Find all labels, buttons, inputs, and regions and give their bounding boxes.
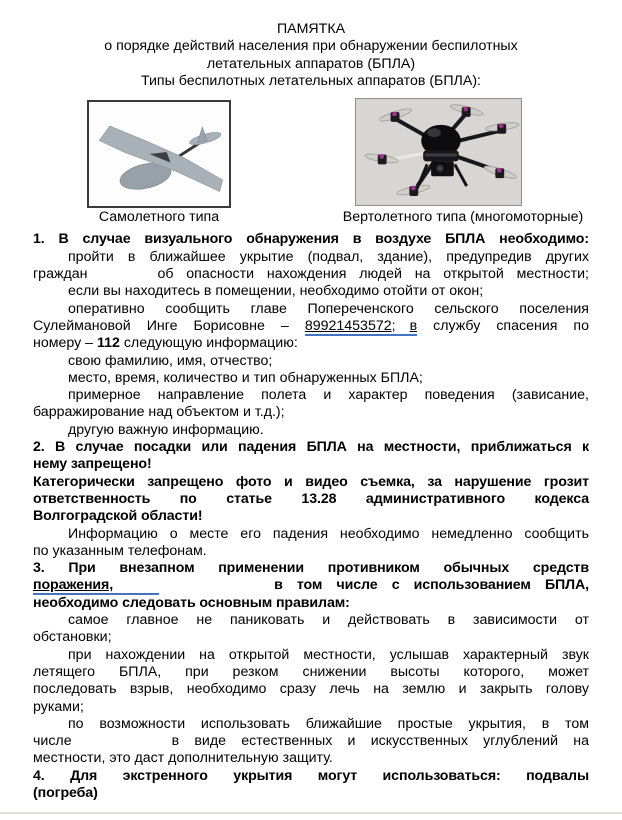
multirotor-drone-image	[355, 98, 522, 206]
para-shelter-text-2b: об опасности нахождения людей на открытой местности;	[157, 266, 589, 283]
rule-open-area-text-2: летящего БПЛА, при резком снижении высоты которого, может	[33, 663, 589, 680]
title-line-4: Типы беспилотных летательных аппаратов (БПЛА):	[140, 72, 482, 89]
rule-open-area-line-3	[33, 681, 589, 698]
para-report-text-3a: номеру –	[33, 335, 94, 352]
section-4-heading-text-1: 4. Для экстренного укрытия могут использоваться: подвалы	[33, 767, 589, 784]
title-line-3: летательных аппаратов (БПЛА)	[206, 55, 416, 72]
multirotor-drone-illustration	[356, 99, 521, 205]
para-crash-report-text-1: Информацию о месте его падения необходимо немедленно сообщить	[68, 525, 589, 542]
section-3-heading-text-3: необходимо следовать основным правилам:	[33, 594, 350, 611]
list-item-other-info	[33, 422, 589, 439]
rule-simple-shelter-text-2b: в виде естественных и искусственных углублений на	[171, 733, 589, 750]
list-item-direction-text-2: барражирование над объектом и т.д.);	[33, 404, 285, 421]
underlined-term	[33, 577, 159, 595]
para-crash-report-text-2: по указанным телефонам.	[33, 542, 207, 559]
rule-open-area-line-1	[33, 647, 589, 664]
photo-ban-text-3: Волгоградской области!	[33, 508, 203, 525]
rule-simple-shelter-text-2a: числе	[33, 733, 72, 750]
drone-type-images-row	[33, 98, 589, 209]
para-crash-report-line-2	[33, 543, 589, 560]
para-indoors-text: если вы находитесь в помещении, необходимо отойти от окон;	[68, 283, 484, 300]
title-line-2: о порядке действий населения при обнаружении беспилотных	[104, 38, 518, 55]
underlined-term-text: поражения,	[33, 577, 114, 594]
para-indoors-line	[33, 283, 589, 300]
fixed-wing-drone-illustration	[89, 102, 229, 206]
para-report-line-1	[33, 301, 589, 318]
photo-ban-line-3	[33, 508, 589, 525]
section-1-heading	[33, 231, 589, 248]
spacer	[72, 744, 172, 745]
emergency-number-112: 112	[96, 335, 120, 352]
image-captions-row	[33, 209, 589, 226]
para-shelter-text-1: пройти в ближайшее укрытие (подвал, здание), предупредив других	[68, 248, 589, 265]
section-2-heading-line-2	[33, 456, 589, 473]
para-shelter-line-2	[33, 266, 589, 283]
photo-ban-line-1	[33, 474, 589, 491]
section-2-heading-text-2: нему запрещено!	[33, 456, 152, 473]
spacer	[159, 588, 274, 589]
list-item-direction-text-1: примерное направление полета и характер поведения (зависание,	[68, 387, 589, 404]
title-line-1: ПАМЯТКА	[276, 21, 346, 37]
page-bottom-divider	[0, 812, 622, 814]
para-shelter-text-2a: граждан	[33, 266, 88, 283]
rule-no-panic-text-1: самое главное не паниковать и действовать в зависимости от	[68, 612, 589, 629]
rule-open-area-text-1: при нахождении на открытой местности, услышав характерный звук	[68, 646, 589, 663]
rule-open-area-text-3: последовать взрыв, необходимо сразу лечь на землю и закрыть голову	[33, 681, 589, 698]
para-crash-report-line-1	[33, 526, 589, 543]
section-2-heading-line-1	[33, 439, 589, 456]
photo-ban-line-2	[33, 491, 589, 508]
section-3-heading-line-2	[33, 577, 589, 594]
photo-ban-text-1: Категорически запрещено фото и видео съемка, за нарушение грозит	[33, 473, 589, 490]
section-3-heading-text-1: 3. При внезапном применении противником обычных средств	[33, 560, 589, 577]
fixed-wing-drone-image	[87, 100, 231, 208]
para-report-line-2	[33, 318, 589, 335]
instructions-body	[33, 231, 589, 802]
section-4-heading-line-1	[33, 768, 589, 785]
list-item-name	[33, 353, 589, 370]
list-item-name-text: свою фамилию, имя, отчество;	[68, 352, 273, 369]
rule-no-panic-text-2: обстановки;	[33, 629, 112, 646]
rule-simple-shelter-line-1	[33, 716, 589, 733]
section-3-heading-line-1	[33, 560, 589, 577]
multirotor-caption: Вертолетного типа (многомоторные)	[342, 209, 584, 226]
phone-number-link[interactable]	[305, 318, 417, 336]
rule-simple-shelter-line-2	[33, 733, 589, 750]
section-3-heading-line-3	[33, 595, 589, 612]
rule-simple-shelter-line-3	[33, 750, 589, 767]
document-content	[33, 0, 589, 802]
document-title-block	[33, 0, 589, 90]
fixed-wing-caption: Самолетного типа	[98, 209, 220, 226]
para-report-line-3	[33, 335, 589, 352]
rule-simple-shelter-text-3: местности, это даст дополнительную защиту.	[33, 750, 333, 767]
rule-open-area-text-4: руками;	[33, 698, 84, 715]
photo-ban-text-2: ответственность по статье 13.28 административного кодекса	[33, 490, 589, 507]
phone-number-text: 89921453572;	[304, 317, 396, 334]
para-shelter-line-1	[33, 249, 589, 266]
spacer	[396, 329, 410, 330]
list-item-place-time	[33, 370, 589, 387]
section-2-heading-text-1: 2. В случае посадки или падения БПЛА на местности, приближаться к	[33, 439, 589, 456]
para-report-text-1: оперативно сообщить главе Попереченского сельского поселения	[68, 300, 589, 317]
list-item-place-time-text: место, время, количество и тип обнаруженных БПЛА;	[68, 369, 423, 386]
list-item-direction-line-1	[33, 387, 589, 404]
para-report-text-3b: следующую информацию:	[123, 335, 298, 352]
rule-open-area-line-2	[33, 664, 589, 681]
rule-open-area-line-4	[33, 699, 589, 716]
section-4-heading-text-2: (погреба)	[33, 784, 98, 801]
list-item-other-info-text: другую важную информацию.	[68, 421, 264, 438]
list-item-direction-line-2	[33, 404, 589, 421]
section-1-heading-text: 1. В случае визуального обнаружения в воздухе БПЛА необходимо:	[33, 231, 589, 248]
phone-link-trailing-text: в	[409, 317, 418, 334]
rule-no-panic-line-1	[33, 612, 589, 629]
para-report-text-2b: службу спасения по	[433, 317, 590, 334]
section-3-heading-text-2: в том числе с использованием БПЛА,	[274, 577, 589, 594]
rule-no-panic-line-2	[33, 629, 589, 646]
section-4-heading-line-2	[33, 785, 589, 802]
rule-simple-shelter-text-1: по возможности использовать ближайшие простые укрытия, в том	[68, 715, 589, 732]
spacer	[87, 277, 157, 278]
para-report-text-2a: Сулеймановой Инге Борисовне –	[33, 317, 289, 334]
